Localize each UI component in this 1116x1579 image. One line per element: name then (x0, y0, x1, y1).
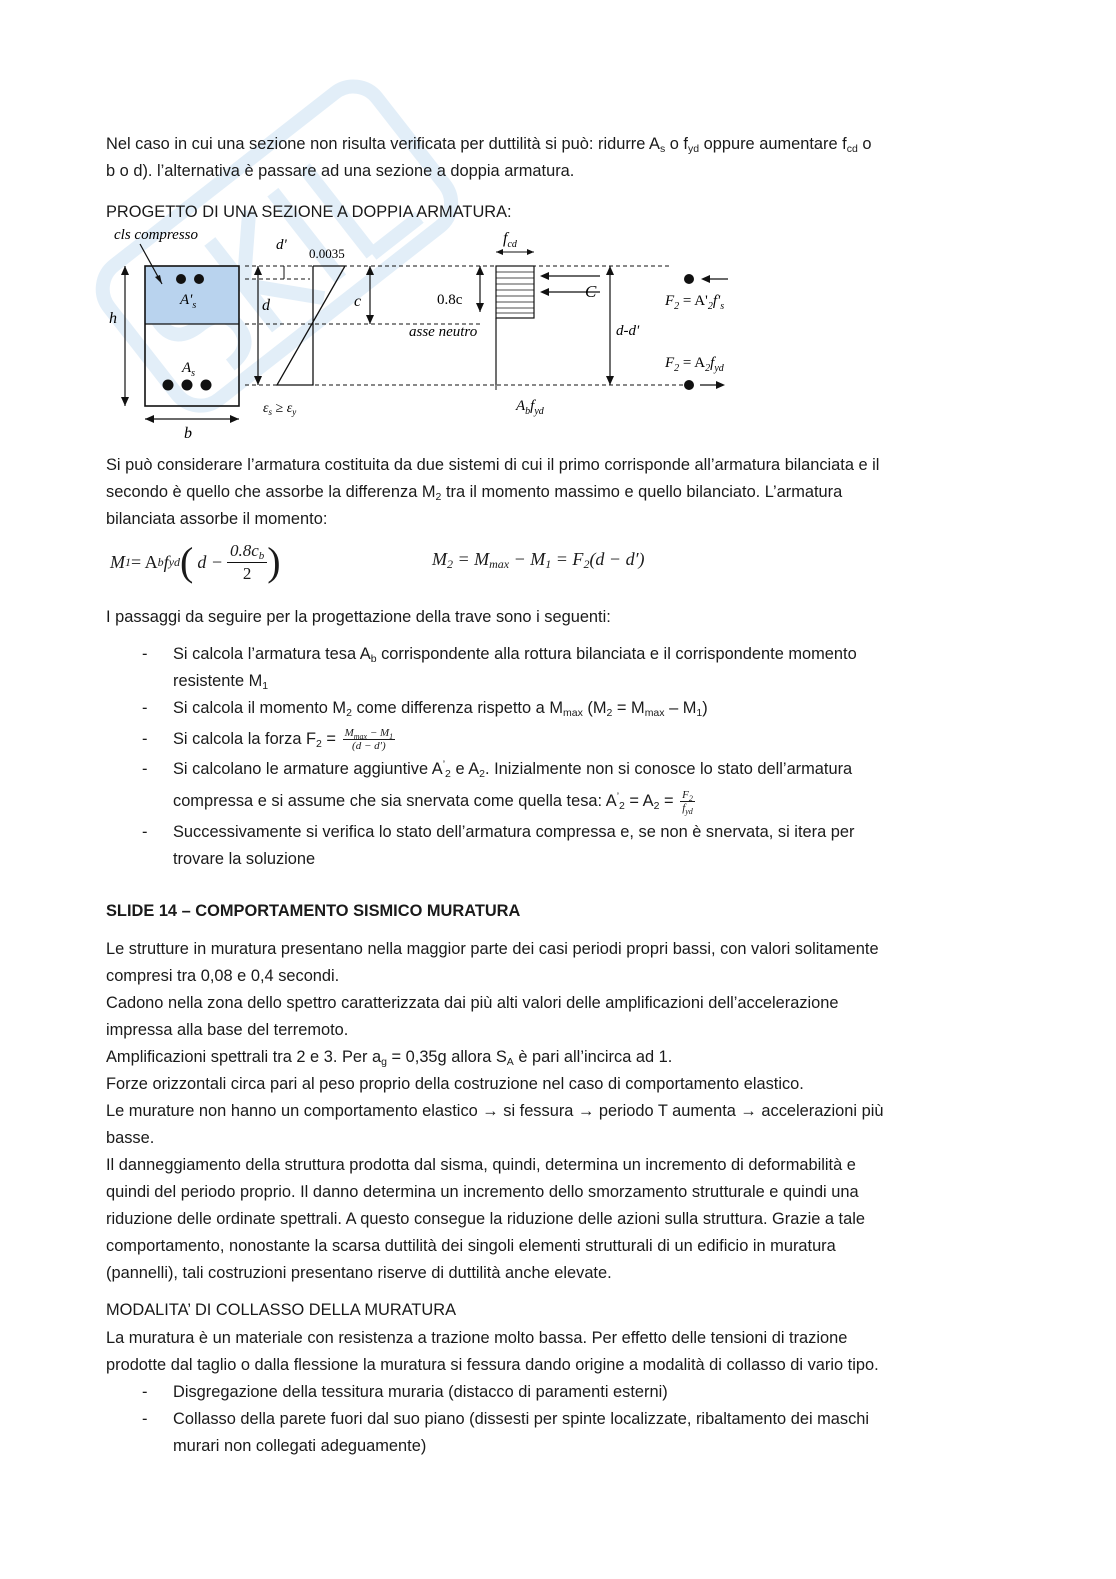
intro-line-1: Nel caso in cui una sezione non risulta verificata per duttilità si può: ridurre $A_s$ o $f_{yd}$ oppure aumentare $f_{cd}$ o (106, 135, 872, 155)
d-minus-d-label: d-d' (616, 323, 640, 339)
d-prime-label: d' (276, 237, 287, 253)
slide14-l9: Il danneggiamento della struttura prodotta dal sisma, quindi, determina un incremento di deformabilità e (106, 1156, 856, 1174)
para1-line-3: bilanciata assorbe il momento: (106, 510, 328, 528)
C-label: C (585, 282, 597, 301)
top-bar (176, 274, 186, 284)
list-item: - Si calcola l’armatura tesa $A_b$ corrispondente alla rottura bilanciata e il corrispondente momento resistente $M_1$ (142, 645, 857, 692)
as-label: $A_s$ (182, 360, 196, 379)
slide14-l2: compresi tra 0,08 e 0,4 secondi. (106, 967, 340, 985)
as-prime-label: $A'_s$ (180, 292, 197, 311)
list-item: - Collasso della parete fuori dal suo piano (dissesti per spinte localizzate, ribaltamento dei maschi murari non collegati adeguamente) (142, 1410, 870, 1455)
collasso-l2: prodotte dal taglio o dalla flessione la muratura si fessura dando origine a modalità di collasso di vario tipo. (106, 1356, 879, 1374)
fcd-label: $f_{cd}$ (503, 230, 517, 250)
c-label: c (354, 293, 362, 310)
stress-block (496, 266, 534, 318)
b-label: b (184, 425, 192, 442)
slide14-l6: Forze orizzontali circa pari al peso proprio della costruzione nel caso di comportamento elastico. (106, 1075, 804, 1093)
bottom-bar (163, 380, 174, 391)
para1-line-2: secondo è quello che assorbe la differenza $M_2$ tra il momento massimo e quello bilanciato. L’armatura (106, 483, 843, 503)
slide14-l8: basse. (106, 1129, 155, 1147)
slide14-l3: Cadono nella zona dello spettro caratterizzata dai più alti valori delle amplificazioni dell’accelerazione (106, 994, 839, 1012)
top-bar (194, 274, 204, 284)
bottom-bar (201, 380, 212, 391)
abfyd-label: $A_bf_{yd}$ (516, 398, 544, 417)
f2-bottom-dot (684, 380, 694, 390)
slide14-l12: comportamento, nonostante la scarsa duttilità dei singoli elementi strutturali di un edificio in muratura (106, 1237, 836, 1255)
slide14-l1: Le strutture in muratura presentano nella maggior parte dei casi periodi propri bassi, con valori solitamente (106, 940, 879, 958)
list-item: - Disgregazione della tessitura muraria (distacco di paramenti esterni) (142, 1383, 668, 1401)
strain-diagram (277, 266, 345, 385)
f2-top-dot (684, 274, 694, 284)
list-item: - Successivamente si verifica lo stato dell’armatura compressa e, se non è snervata, si itera per trovare la soluzione (142, 823, 855, 868)
formula-m2: $M_2 = M_{max} - M_1 = F_2(d - d')$ (432, 549, 645, 571)
slide14-l10: quindi del periodo proprio. Il danno determina un incremento dello smorzamento strutturale e quindi una (106, 1183, 859, 1201)
slide14-l5: Amplificazioni spettrali tra 2 e 3. Per $a_g = 0,35g$ allora $S_A$ è pari all’incirca ad 1. (106, 1048, 673, 1068)
double-reinforcement-diagram (100, 222, 780, 444)
slide14-l11: riduzione delle ordinate spettrali. A questo consegue la riduzione delle azioni sulla struttura. Grazie a tale (106, 1210, 865, 1228)
formula-m1: M 1 = A b f yd ( d − $\frac{0.8c_b}{2}$ ) (110, 539, 281, 584)
d-label: d (262, 297, 270, 314)
cls-compresso-label: cls compresso (114, 227, 199, 243)
list-item: - Si calcola il momento $M_2$ come differenza rispetto a $M_{max}$ $(M_2 = M_{max} - M_1)$ (142, 699, 708, 719)
h-label: h (109, 310, 117, 327)
c08-label: 0.8c (437, 292, 463, 308)
f2-top-label: $F_2 = A'_2f'_s$ (665, 293, 725, 312)
section-title: PROGETTO DI UNA SEZIONE A DOPPIA ARMATURA: (106, 203, 512, 221)
eps-label: $\varepsilon_s \ge \varepsilon_y$ (263, 401, 297, 417)
list-item: - Si calcolano le armature aggiuntive $A^’_2$ e $A_2$. Inizialmente non si conosce lo stato dell’armatura compressa e si assume che sia snervata come quella tesa: $A^’_2 = A_2$ = $\frac{F_2}{f_{yd}}$ (142, 758, 853, 817)
slide14-title: SLIDE 14 – COMPORTAMENTO SISMICO MURATURA (106, 902, 521, 920)
strain-label: 0.0035 (309, 246, 345, 261)
intro-line-2: b o d). l’alternativa è passare ad una sezione a doppia armatura. (106, 162, 575, 180)
list-item: - Si calcola la forza $F_2$ = $\frac{M_{max} - M_1}{(d - d')}$ (142, 727, 394, 753)
collasso-l1: La muratura è un materiale con resistenza a trazione molto bassa. Per effetto delle tensioni di trazione (106, 1329, 848, 1347)
steps-intro: I passaggi da seguire per la progettazione della trave sono i seguenti: (106, 608, 611, 626)
collasso-title: MODALITA’ DI COLLASSO DELLA MURATURA (106, 1301, 457, 1319)
slide14-l7: Le murature non hanno un comportamento elastico → si fessura → periodo T aumenta → accelerazioni più (106, 1102, 884, 1120)
bottom-bar (182, 380, 193, 391)
f2-bottom-label: $F_2 = A_2f_{yd}$ (665, 355, 724, 374)
collasso-list (106, 1379, 1006, 1460)
steps-list (106, 641, 1006, 873)
asse-neutro-label: asse neutro (409, 324, 478, 340)
slide14-l4: impressa alla base del terremoto. (106, 1021, 349, 1039)
slide14-l13: (pannelli), tali costruzioni presentano riserve di duttilità anche elevate. (106, 1264, 612, 1282)
para1-line-1: Si può considerare l’armatura costituita da due sistemi di cui il primo corrisponde all’armatura bilanciata e il (106, 456, 880, 474)
